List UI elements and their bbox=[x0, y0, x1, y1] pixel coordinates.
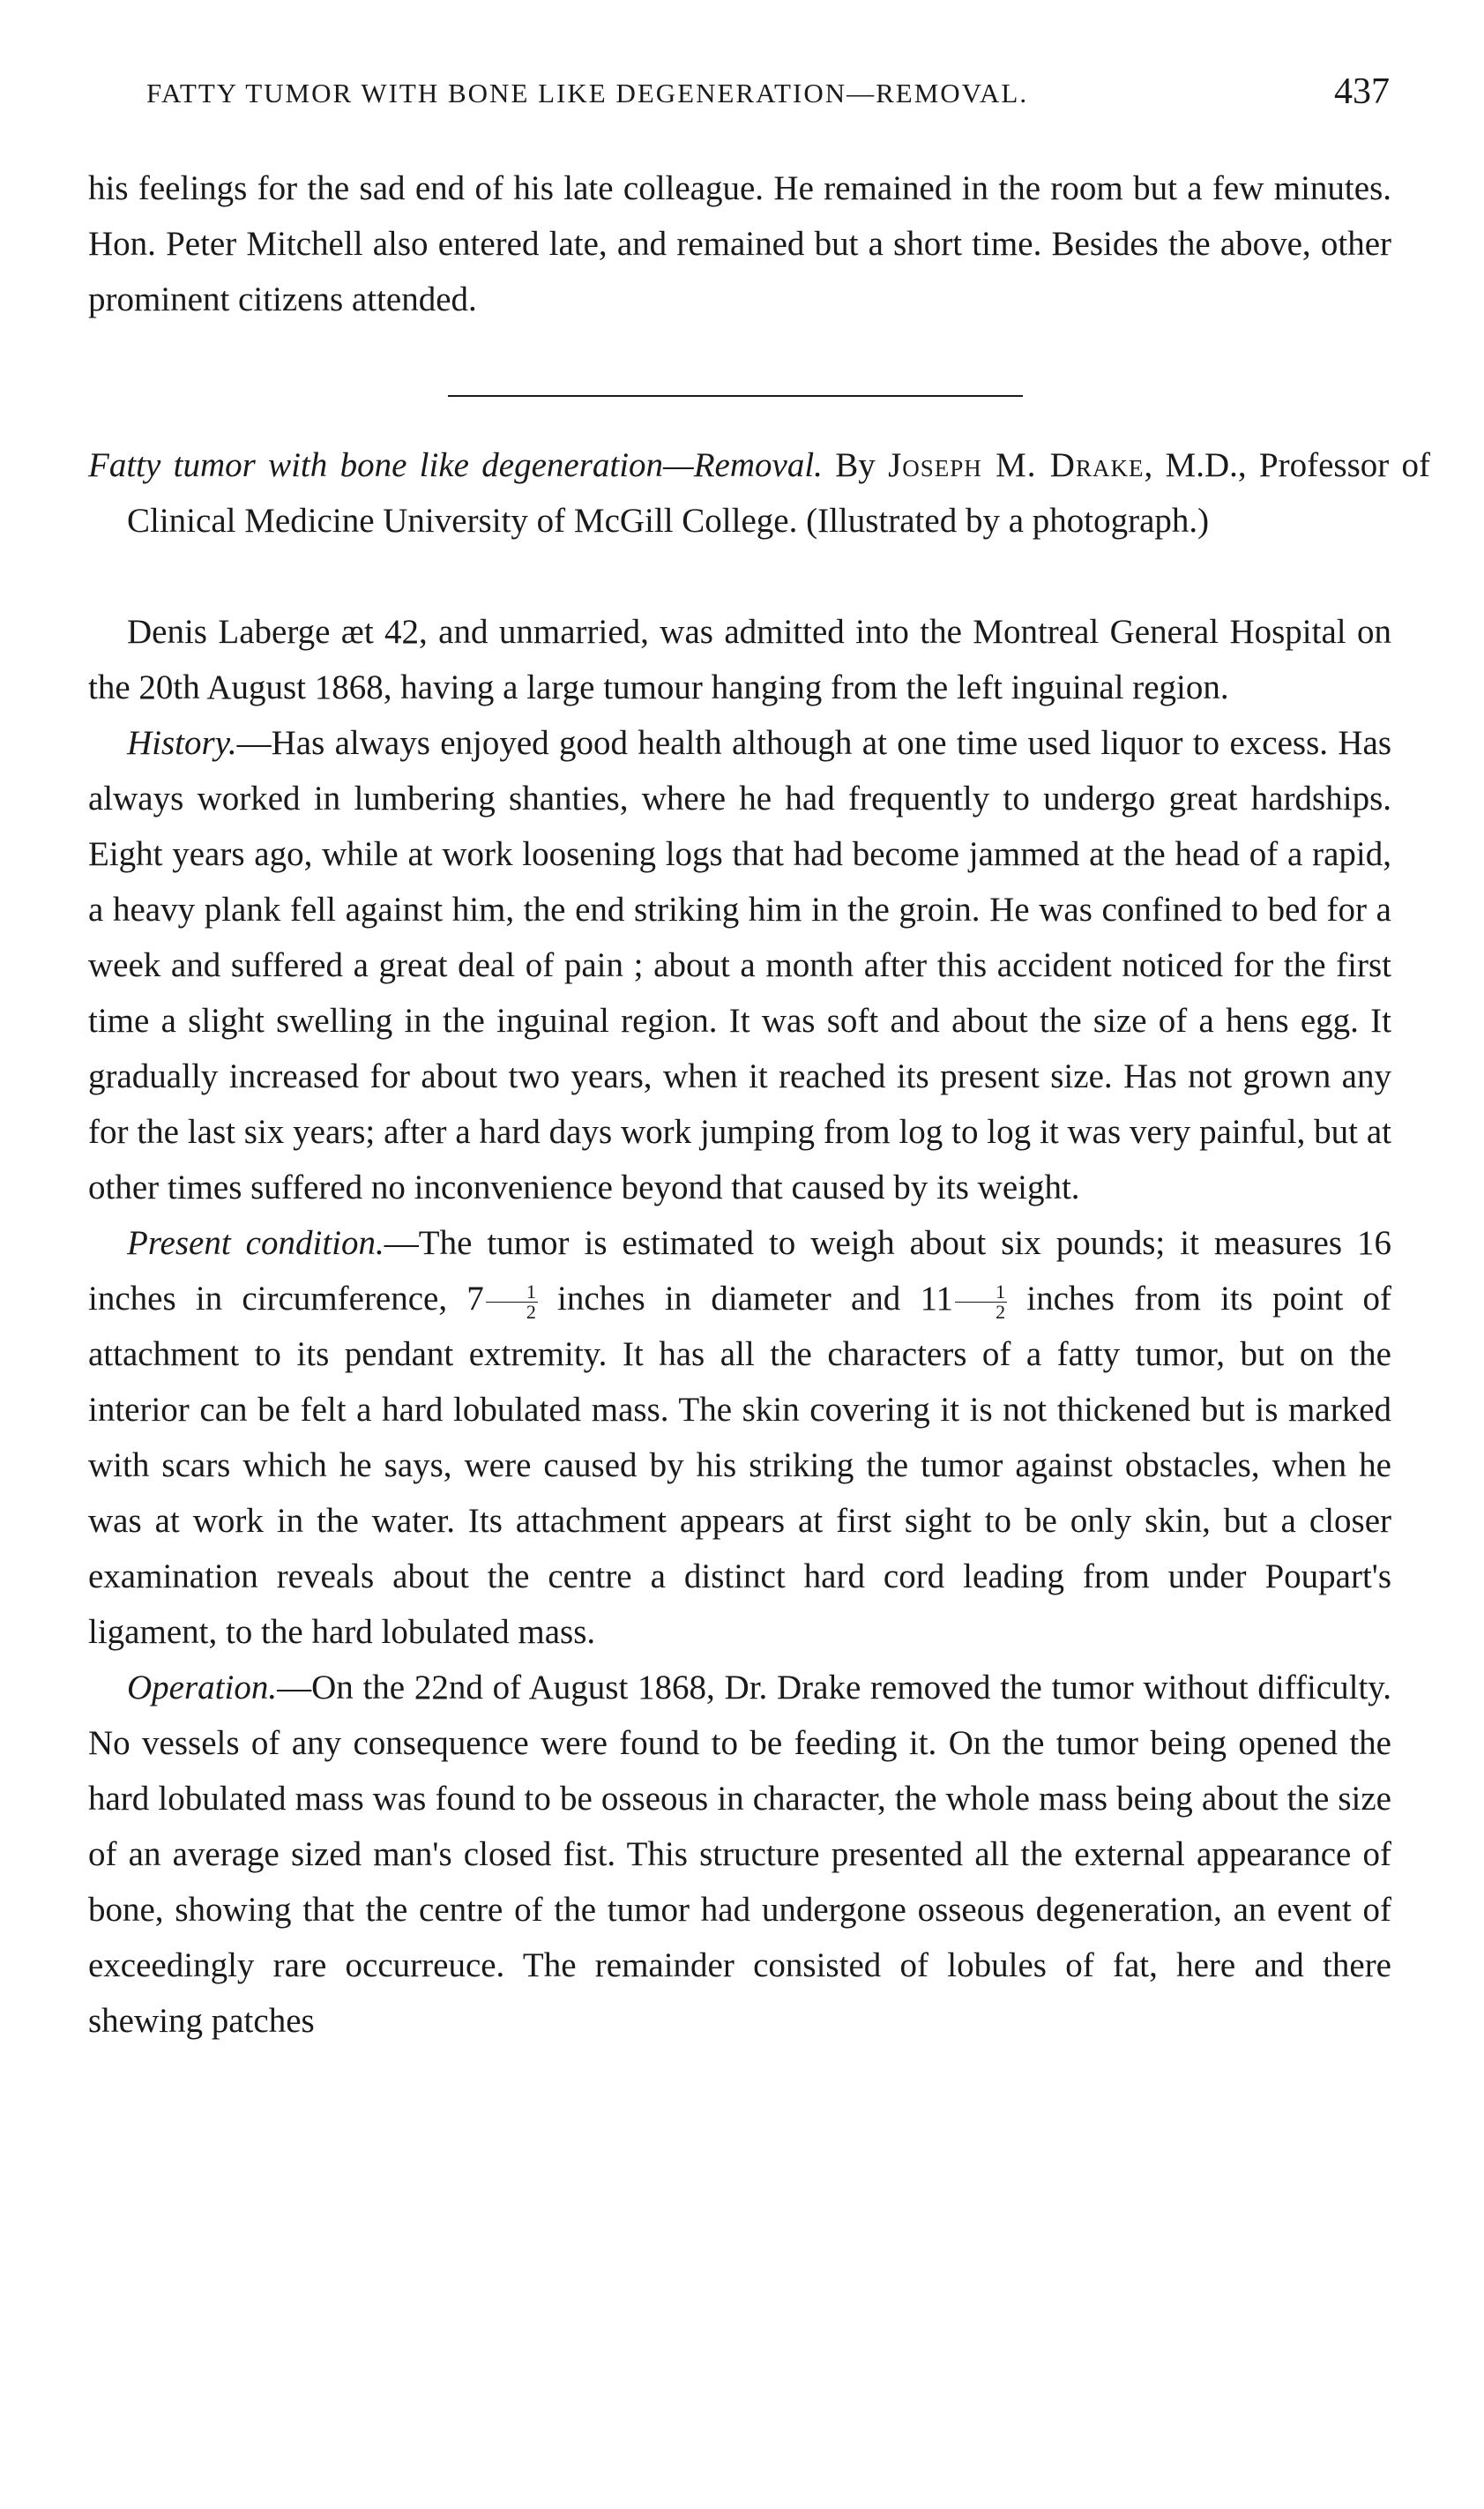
operation-text: —On the 22nd of August 1868, Dr. Drake removed the tumor without difficulty. No vessels of any consequence were found to be feeding it. On the tumor being opened the hard lobulated mass was found to be osseous in character, the whole mass being about the size of an average sized man's closed fist. This structure presented all the external appearance of bone, showing that the centre of the tumor had undergone osseous degeneration, an event of exceedingly rare occurreuce. The remainder consisted of lobules of fat, here and there shewing patches bbox=[88, 1669, 1391, 2040]
fraction-a-numerator: 1 bbox=[486, 1282, 538, 1303]
fraction-half-b bbox=[955, 1282, 1007, 1322]
history-paragraph bbox=[88, 715, 1391, 1215]
article-by: By bbox=[835, 446, 876, 484]
condition-text-3: inches from its point of attachment to its pendant extremity. It has all the characters of a fatty tumor, but on the interior can be felt a hard lobulated mass. The skin covering it is not thickened but is marked with scars which he says, were caused by his striking the tumor against obstacles, when he was at work in the water. Its attachment appears at first sight to be only skin, but a closer examination reveals about the centre a distinct hard cord leading from under Poupart's ligament, to the hard lobulated mass. bbox=[88, 1280, 1391, 1651]
article-heading bbox=[88, 437, 1430, 549]
fraction-a-denominator: 2 bbox=[526, 1300, 536, 1323]
history-text: —Has always enjoyed good health although at one time used liquor to excess. Has always worked in lumbering shanties, where he had frequently to undergo great hardships. Eight years ago, while at work loosening logs that had become jammed at the head of a rapid, a heavy plank fell against him, the end striking him in the groin. He was confined to bed for a week and suffered a great deal of pain ; about a month after this accident noticed for the first time a slight swelling in the inguinal region. It was soft and about the size of a hens egg. It gradually increased for about two years, when it reached its present size. Has not grown any for the last six years; after a hard days work jumping from log to log it was very painful, but at other times suffered no inconvenience beyond that caused by its weight. bbox=[88, 724, 1391, 1206]
intro-paragraph: Denis Laberge æt 42, and unmarried, was admitted into the Montreal General Hospital on the 20th August 1868, having a large tumour hanging from the left inguinal region. bbox=[88, 613, 1391, 706]
fraction-b-denominator: 2 bbox=[996, 1300, 1006, 1323]
article-title: Fatty tumor with bone like degeneration—Removal. bbox=[88, 446, 823, 484]
article-body bbox=[88, 604, 1391, 2049]
condition-text-1: —The tumor is estimated to weigh about six pounds; it measures 16 inches in circumference, 7 bbox=[88, 1224, 1391, 1318]
condition-label: Present condition. bbox=[127, 1224, 384, 1262]
article-author-credentials: , M.D., Professor of Clinical Medicine University of McGill College. (Illustrated by a photograph.) bbox=[127, 446, 1431, 540]
previous-article-ending: his feelings for the sad end of his late colleague. He remained in the room but a few minutes. Hon. Peter Mitchell also entered late, and remained but a short time. Besides the above, other prominent citizens attended. bbox=[88, 169, 1391, 318]
fraction-half-a bbox=[486, 1282, 538, 1322]
condition-text-2: inches in diameter and 11 bbox=[537, 1280, 954, 1318]
fraction-b-numerator: 1 bbox=[955, 1282, 1007, 1303]
article-author: Joseph M. Drake bbox=[888, 446, 1145, 484]
page-number: 437 bbox=[1334, 71, 1390, 112]
operation-paragraph bbox=[88, 1660, 1391, 2049]
running-title: FATTY TUMOR WITH BONE LIKE DEGENERATION—REMOVAL. bbox=[146, 78, 1029, 108]
history-label: History. bbox=[127, 724, 237, 762]
section-divider bbox=[448, 395, 1023, 397]
operation-label: Operation. bbox=[127, 1669, 278, 1706]
running-head bbox=[88, 71, 1390, 123]
condition-paragraph bbox=[88, 1215, 1391, 1660]
